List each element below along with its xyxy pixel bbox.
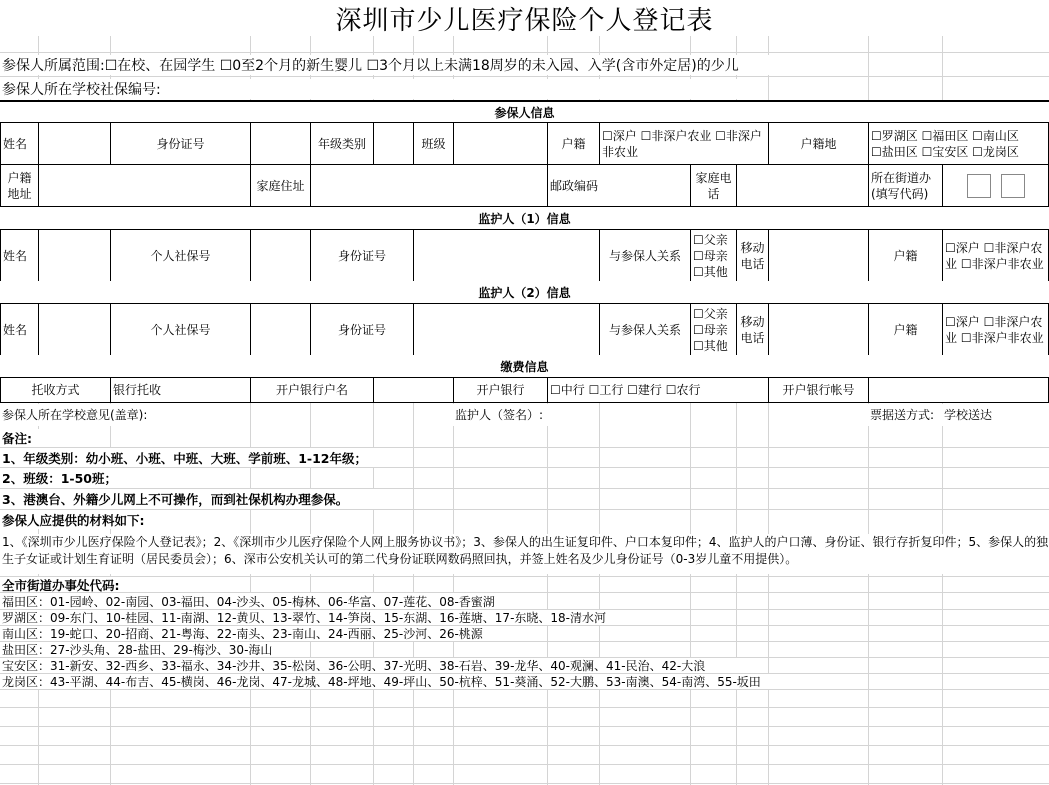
district-codes-baoan: 宝安区：31-新安、32-西乡、33-福永、34-沙井、35-松岗、36-公明、37-光明、38-石岩、39-龙华、40-观澜、41-民治、42-大浪	[0, 658, 767, 673]
guardian1-hukou-label: 户籍	[868, 229, 943, 282]
collection-method-label: 托收方式	[0, 377, 111, 403]
relation-option-mother[interactable]: ☐母亲	[693, 322, 728, 337]
hukou-address-label: 户籍地址	[0, 164, 39, 207]
guardian1-mobile-input[interactable]	[768, 229, 869, 282]
gridline	[0, 783, 1049, 784]
guardian2-id-label: 身份证号	[310, 303, 414, 356]
guardian2-name-label: 姓名	[0, 303, 39, 356]
insured-hukou-label: 户籍	[547, 122, 600, 165]
account-name-label: 开户银行户名	[250, 377, 374, 403]
guardian2-relation-label: 与参保人关系	[599, 303, 691, 356]
relation-option-mother[interactable]: ☐母亲	[693, 248, 728, 263]
gridline	[0, 76, 1049, 77]
gridline	[0, 745, 1049, 746]
district-options-line2[interactable]: ☐盐田区 ☐宝安区 ☐龙岗区	[871, 144, 1019, 159]
district-codes-longgang: 龙岗区：43-平湖、44-布吉、45-横岗、46-龙岗、47-龙城、48-坪地、49-坪山、50-杭梓、51-葵涌、52-大鹏、53-南澳、54-南湾、55-坂田	[0, 674, 827, 689]
home-address-input[interactable]	[310, 164, 548, 207]
home-phone-input[interactable]	[736, 164, 869, 207]
hukou-address-input[interactable]	[38, 164, 251, 207]
district-codes-nanshan: 南山区：19-蛇口、20-招商、21-粤海、22-南头、23-南山、24-西丽、25-沙河、26-桃源	[0, 626, 527, 641]
form-title: 深圳市少儿医疗保险个人登记表	[0, 0, 1049, 36]
guardian2-social-security-label: 个人社保号	[110, 303, 251, 356]
school-social-security-code-label[interactable]: 参保人所在学校社保编号:	[0, 79, 747, 99]
gridline	[0, 467, 1049, 468]
guardian1-relation-label: 与参保人关系	[599, 229, 691, 282]
home-phone-label: 家庭电话	[690, 164, 737, 207]
note-item: 2、班级：1-50班；	[0, 468, 142, 488]
guardian1-mobile-label: 移动电话	[736, 229, 769, 282]
district-options-line1[interactable]: ☐罗湖区 ☐福田区 ☐南山区	[871, 128, 1019, 143]
guardian2-name-input[interactable]	[38, 303, 111, 356]
hukou-place-label: 户籍地	[768, 122, 869, 165]
note-item: 1、年级类别：幼小班、小班、中班、大班、学前班、1-12年级；	[0, 448, 412, 467]
guardian2-hukou-label: 户籍	[868, 303, 943, 356]
notes-header: 备注:	[0, 429, 102, 447]
grade-category-label: 年级类别	[310, 122, 374, 165]
bank-label: 开户银行	[453, 377, 548, 403]
account-number-input[interactable]	[868, 377, 1049, 403]
relation-option-other[interactable]: ☐其他	[693, 264, 728, 279]
district-codes-yantian: 盐田区：27-沙头角、28-盐田、29-梅沙、30-海山	[0, 642, 302, 657]
guardian1-name-label: 姓名	[0, 229, 39, 282]
gridline	[0, 764, 1049, 765]
postal-code-label: 邮政编码	[547, 164, 691, 207]
insured-id-input[interactable]	[250, 122, 311, 165]
bank-options[interactable]: ☐中行 ☐工行 ☐建行 ☐农行	[547, 377, 769, 403]
guardian2-relation-options[interactable]	[690, 303, 737, 356]
guardian1-info-header: 监护人（1）信息	[0, 207, 1049, 229]
account-name-input[interactable]	[373, 377, 454, 403]
grade-category-input[interactable]	[373, 122, 414, 165]
school-opinion-label[interactable]: 参保人所在学校意见(盖章):	[0, 404, 250, 426]
guardian2-info-header: 监护人（2）信息	[0, 281, 1049, 303]
guardian2-id-input[interactable]	[413, 303, 600, 356]
note-item: 3、港澳台、外籍少儿网上不可操作，而到社保机构办理参保。	[0, 489, 402, 509]
district-codes-futian: 福田区：01-园岭、02-南园、03-福田、04-沙头、05-梅林、06-华富、07-莲花、08-香蜜湖	[0, 593, 542, 609]
guardian-signature-label[interactable]: 监护人（签名）:	[453, 404, 599, 426]
guardian2-mobile-label: 移动电话	[736, 303, 769, 356]
receipt-delivery-label: 票据送方式:	[868, 404, 941, 426]
street-office-code-input[interactable]	[942, 164, 1049, 207]
relation-option-father[interactable]: ☐父亲	[693, 232, 728, 247]
collection-method-value[interactable]: 银行托收	[110, 377, 251, 403]
gridline	[0, 707, 1049, 708]
insured-info-header: 参保人信息	[0, 100, 1049, 122]
account-number-label: 开户银行帐号	[768, 377, 869, 403]
materials-list: 1、《深圳市少儿医疗保险个人登记表》；2、《深圳市少儿医疗保险个人网上服务协议书》；3、参保人的出生证复印件、户口本复印件；4、监护人的户口薄、身份证、银行存折复印件；5、参保人的独生子女证或计划生育证明（居民委员会）；6、深市公安机关认可的第二代身份证联网数码照回执，并签上姓名及少儿身份证号（0-3岁儿童不用提供）。	[0, 534, 1049, 574]
guardian2-mobile-input[interactable]	[768, 303, 869, 356]
guardian2-social-security-input[interactable]	[250, 303, 311, 356]
guardian1-name-input[interactable]	[38, 229, 111, 282]
materials-header: 参保人应提供的材料如下:	[0, 510, 182, 529]
guardian1-social-security-label: 个人社保号	[110, 229, 251, 282]
relation-option-father[interactable]: ☐父亲	[693, 306, 728, 321]
guardian1-hukou-options[interactable]: ☐深户 ☐非深户农业 ☐非深户非农业	[942, 229, 1049, 282]
receipt-delivery-value: 学校送达	[942, 404, 1042, 426]
street-code-digit-box-2[interactable]	[1001, 174, 1025, 198]
insured-name-label: 姓名	[0, 122, 39, 165]
class-input[interactable]	[453, 122, 548, 165]
payment-info-header: 缴费信息	[0, 355, 1049, 377]
guardian1-id-input[interactable]	[413, 229, 600, 282]
street-code-digit-box-1[interactable]	[967, 174, 991, 198]
district-codes-luohu: 罗湖区：09-东门、10-桂园、11-南湖、12-黄贝、13-翠竹、14-笋岗、15-东湖、16-莲塘、17-东晓、18-清水河	[0, 610, 662, 625]
insured-hukou-options[interactable]: ☐深户 ☐非深户农业 ☐非深户非农业	[599, 122, 769, 165]
insured-scope-line[interactable]: 参保人所属范围:☐在校、在园学生 ☐0至2个月的新生婴儿 ☐3个月以上未满18周岁的未入园、入学(含市外定居)的少儿	[0, 55, 868, 75]
insured-name-input[interactable]	[38, 122, 111, 165]
insured-id-label: 身份证号	[110, 122, 251, 165]
guardian1-social-security-input[interactable]	[250, 229, 311, 282]
relation-option-other[interactable]: ☐其他	[693, 338, 728, 353]
guardian1-id-label: 身份证号	[310, 229, 414, 282]
guardian2-hukou-options[interactable]: ☐深户 ☐非深户农业 ☐非深户非农业	[942, 303, 1049, 356]
class-label: 班级	[413, 122, 454, 165]
street-codes-header: 全市街道办事处代码:	[0, 577, 162, 592]
guardian1-relation-options[interactable]	[690, 229, 737, 282]
district-options[interactable]	[868, 122, 1049, 165]
street-office-label: 所在街道办(填写代码)	[868, 164, 943, 207]
gridline	[0, 726, 1049, 727]
gridline	[0, 52, 1049, 53]
home-address-label: 家庭住址	[250, 164, 311, 207]
